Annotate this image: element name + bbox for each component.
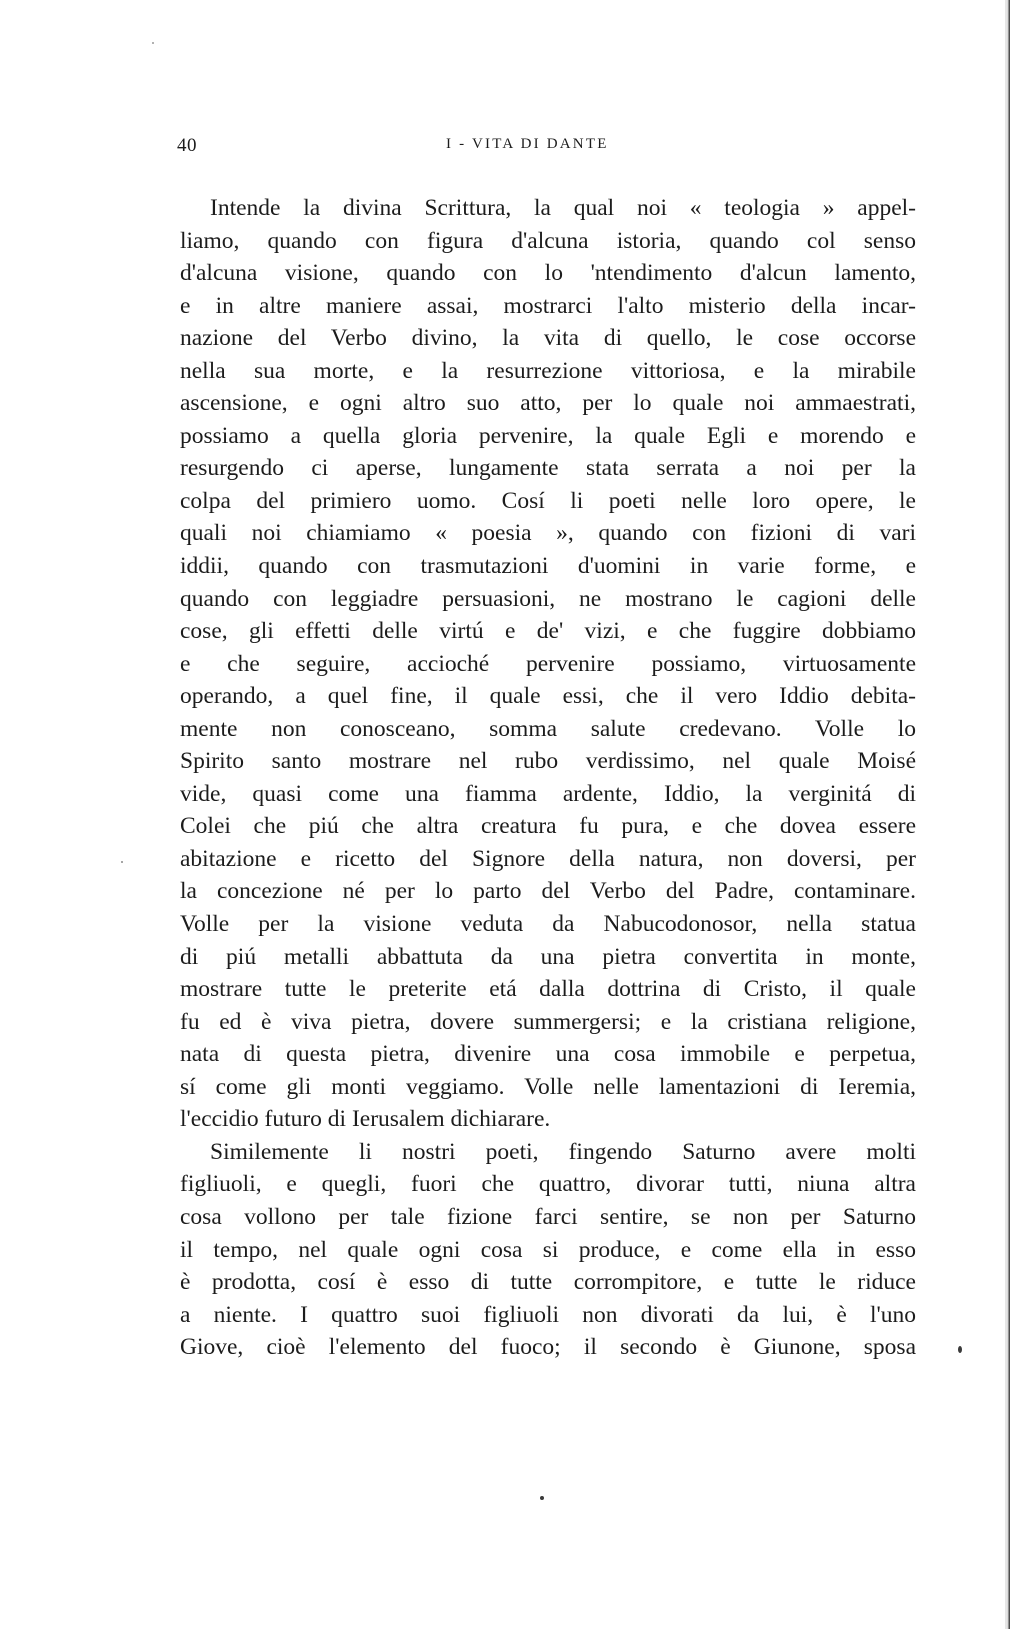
- text-line: d'alcuna visione, quando con lo 'ntendimento d'alcun lamento,: [180, 260, 916, 287]
- scan-speck: [958, 1346, 962, 1353]
- text-line: fu ed è viva pietra, dovere summergersi; e la cristiana religione,: [180, 1008, 916, 1035]
- text-line: nella sua morte, e la resurrezione vittoriosa, e la mirabile: [180, 357, 916, 384]
- text-line: iddii, quando con trasmutazioni d'uomini in varie forme, e: [180, 553, 916, 580]
- text-line: nazione del Verbo divino, la vita di quello, le cose occorse: [180, 325, 916, 352]
- text-line: l'eccidio futuro di Ierusalem dichiarare.: [180, 1106, 551, 1133]
- text-line: e in altre maniere assai, mostrarci l'alto misterio della incar-: [180, 292, 916, 319]
- scan-speck: [152, 42, 154, 44]
- scan-speck: [540, 1496, 544, 1500]
- page-number: 40: [177, 135, 197, 156]
- paragraph: [180, 192, 916, 1136]
- text-line: Giove, cioè l'elemento del fuoco; il secondo è Giunone, sposa: [180, 1334, 916, 1361]
- text-line: Colei che piú che altra creatura fu pura, e che dovea essere: [180, 813, 916, 840]
- scan-speck: [121, 861, 123, 863]
- text-line: quando con leggiadre persuasioni, ne mostrano le cagioni delle: [180, 585, 916, 612]
- text-line: sí come gli monti veggiamo. Volle nelle lamentazioni di Ieremia,: [180, 1073, 916, 1100]
- text-line: di piú metalli abbattuta da una pietra convertita in monte,: [180, 943, 916, 970]
- text-line: abitazione e ricetto del Signore della natura, non doversi, per: [180, 845, 916, 872]
- text-line: e che seguire, accioché pervenire possiamo, virtuosamente: [180, 650, 916, 677]
- text-line: liamo, quando con figura d'alcuna istoria, quando col senso: [180, 227, 916, 254]
- text-line: è prodotta, cosí è esso di tutte corrompitore, e tutte le riduce: [180, 1269, 916, 1296]
- text-line: Spirito santo mostrare nel rubo verdissimo, nel quale Moisé: [180, 748, 916, 775]
- text-line: la concezione né per lo parto del Verbo del Padre, contaminare.: [180, 878, 916, 905]
- text-line: resurgendo ci aperse, lungamente stata serrata a noi per la: [180, 455, 916, 482]
- text-line: colpa del primiero uomo. Cosí li poeti nelle loro opere, le: [180, 487, 916, 514]
- paragraph: [180, 1136, 916, 1364]
- running-head: [177, 135, 915, 159]
- text-line: possiamo a quella gloria pervenire, la quale Egli e morendo e: [180, 422, 916, 449]
- text-line: operando, a quel fine, il quale essi, che il vero Iddio debita-: [180, 683, 916, 710]
- body-text: [180, 192, 916, 1364]
- running-title: I - VITA DI DANTE: [446, 136, 609, 152]
- text-line: cosa vollono per tale fizione farci sentire, se non per Saturno: [180, 1203, 916, 1230]
- text-line: quali noi chiamiamo « poesia », quando con fizioni di vari: [180, 520, 916, 547]
- text-line: ascensione, e ogni altro suo atto, per lo quale noi ammaestrati,: [180, 390, 916, 417]
- text-line: mostrare tutte le preterite etá dalla dottrina di Cristo, il quale: [180, 976, 916, 1003]
- text-line: vide, quasi come una fiamma ardente, Iddio, la verginitá di: [180, 780, 916, 807]
- text-line: cose, gli effetti delle virtú e de' vizi, e che fuggire dobbiamo: [180, 618, 916, 645]
- text-line: il tempo, nel quale ogni cosa si produce, e come ella in esso: [180, 1236, 916, 1263]
- text-line: a niente. I quattro suoi figliuoli non divorati da lui, è l'uno: [180, 1301, 916, 1328]
- text-line: Similemente li nostri poeti, fingendo Saturno avere molti: [210, 1138, 916, 1165]
- text-line: figliuoli, e quegli, fuori che quattro, divorar tutti, niuna altra: [180, 1171, 916, 1198]
- text-line: nata di questa pietra, divenire una cosa immobile e perpetua,: [180, 1041, 916, 1068]
- text-line: Volle per la visione veduta da Nabucodonosor, nella statua: [180, 911, 916, 938]
- text-line: Intende la divina Scrittura, la qual noi « teologia » appel-: [210, 195, 916, 221]
- text-line: mente non conosceano, somma salute credevano. Volle lo: [180, 715, 916, 742]
